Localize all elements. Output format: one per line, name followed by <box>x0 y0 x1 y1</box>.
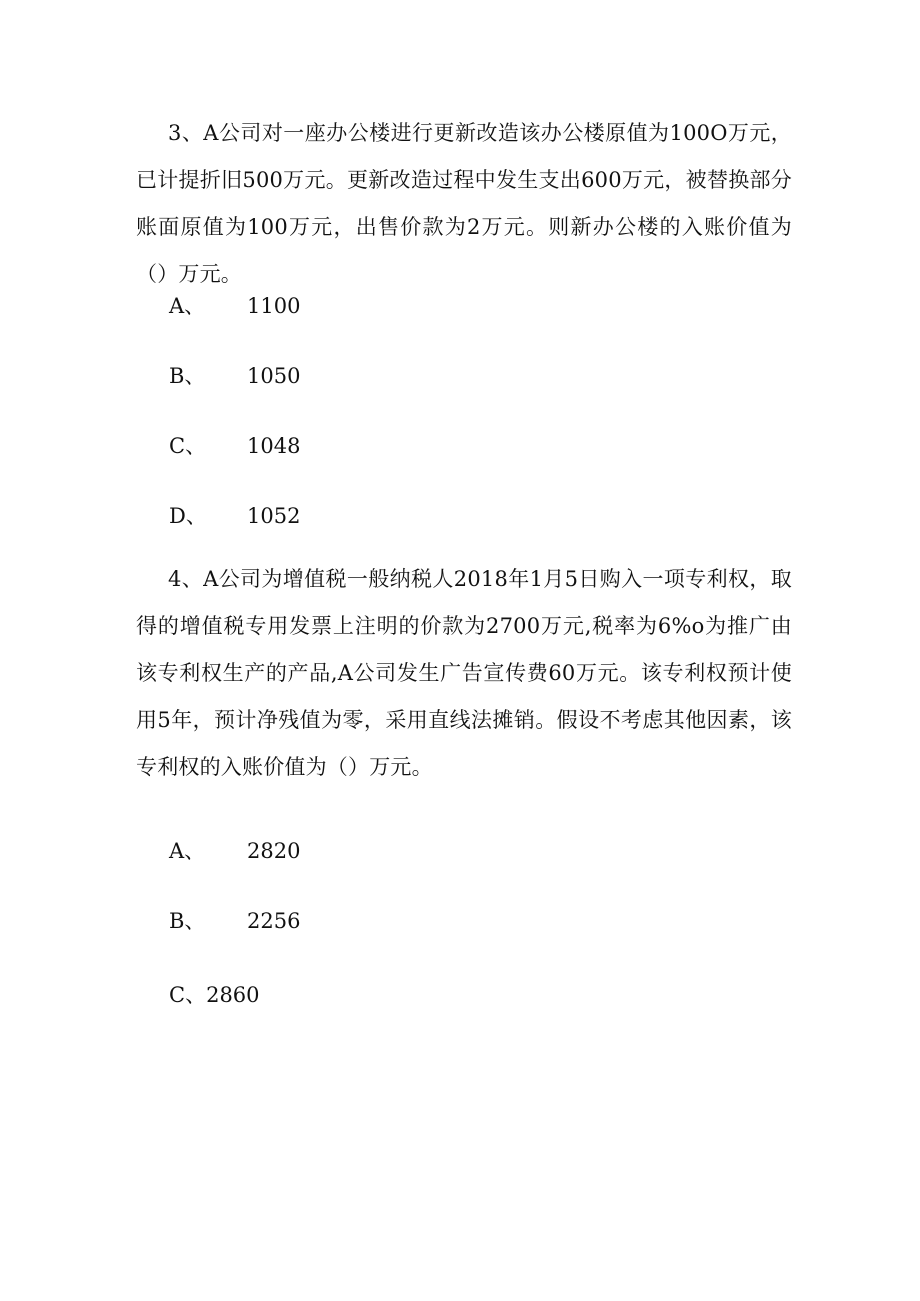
option-value: 1100 <box>247 294 301 318</box>
option-value: 1048 <box>247 434 301 458</box>
option-letter: D、 <box>169 504 207 528</box>
question-3-option-a <box>169 291 300 321</box>
option-letter: A、 <box>169 839 206 863</box>
question-4-text <box>136 556 792 791</box>
question-4-option-a <box>169 836 300 866</box>
question-3-stem: 3、A公司对一座办公楼进行更新改造该办公楼原值为100O万元，已计提折旧500万元。更新改造过程中发生支出600万元，被替换部分账面原值为100万元，出售价款为2万元。则新办公楼的入账价值为（）万元。 <box>136 121 792 286</box>
question-3-text <box>136 110 792 298</box>
option-letter: B、 <box>169 364 206 388</box>
option-letter: B、 <box>169 909 206 933</box>
option-value: 2820 <box>247 839 301 863</box>
question-4-stem: 4、A公司为增值税一般纳税人2018年1月5日购入一项专利权，取得的增值税专用发票上注明的价款为2700万元,税率为6%o为推广由该专利权生产的产品,A公司发生广告宣传费60万元。该专利权预计使用5年，预计净残值为零，采用直线法摊销。假设不考虑其他因素，该专利权的入账价值为（）万元。 <box>136 567 792 779</box>
question-4-option-b <box>169 906 300 936</box>
option-letter: C、 <box>169 983 207 1007</box>
question-3-option-d <box>169 501 300 531</box>
question-3-option-c <box>169 431 300 461</box>
option-value: 2860 <box>206 983 260 1007</box>
question-4-option-c <box>169 980 260 1010</box>
option-letter: C、 <box>169 434 207 458</box>
question-3-option-b <box>169 361 300 391</box>
option-value: 1050 <box>247 364 301 388</box>
option-value: 1052 <box>247 504 301 528</box>
option-letter: A、 <box>169 294 206 318</box>
option-value: 2256 <box>247 909 301 933</box>
